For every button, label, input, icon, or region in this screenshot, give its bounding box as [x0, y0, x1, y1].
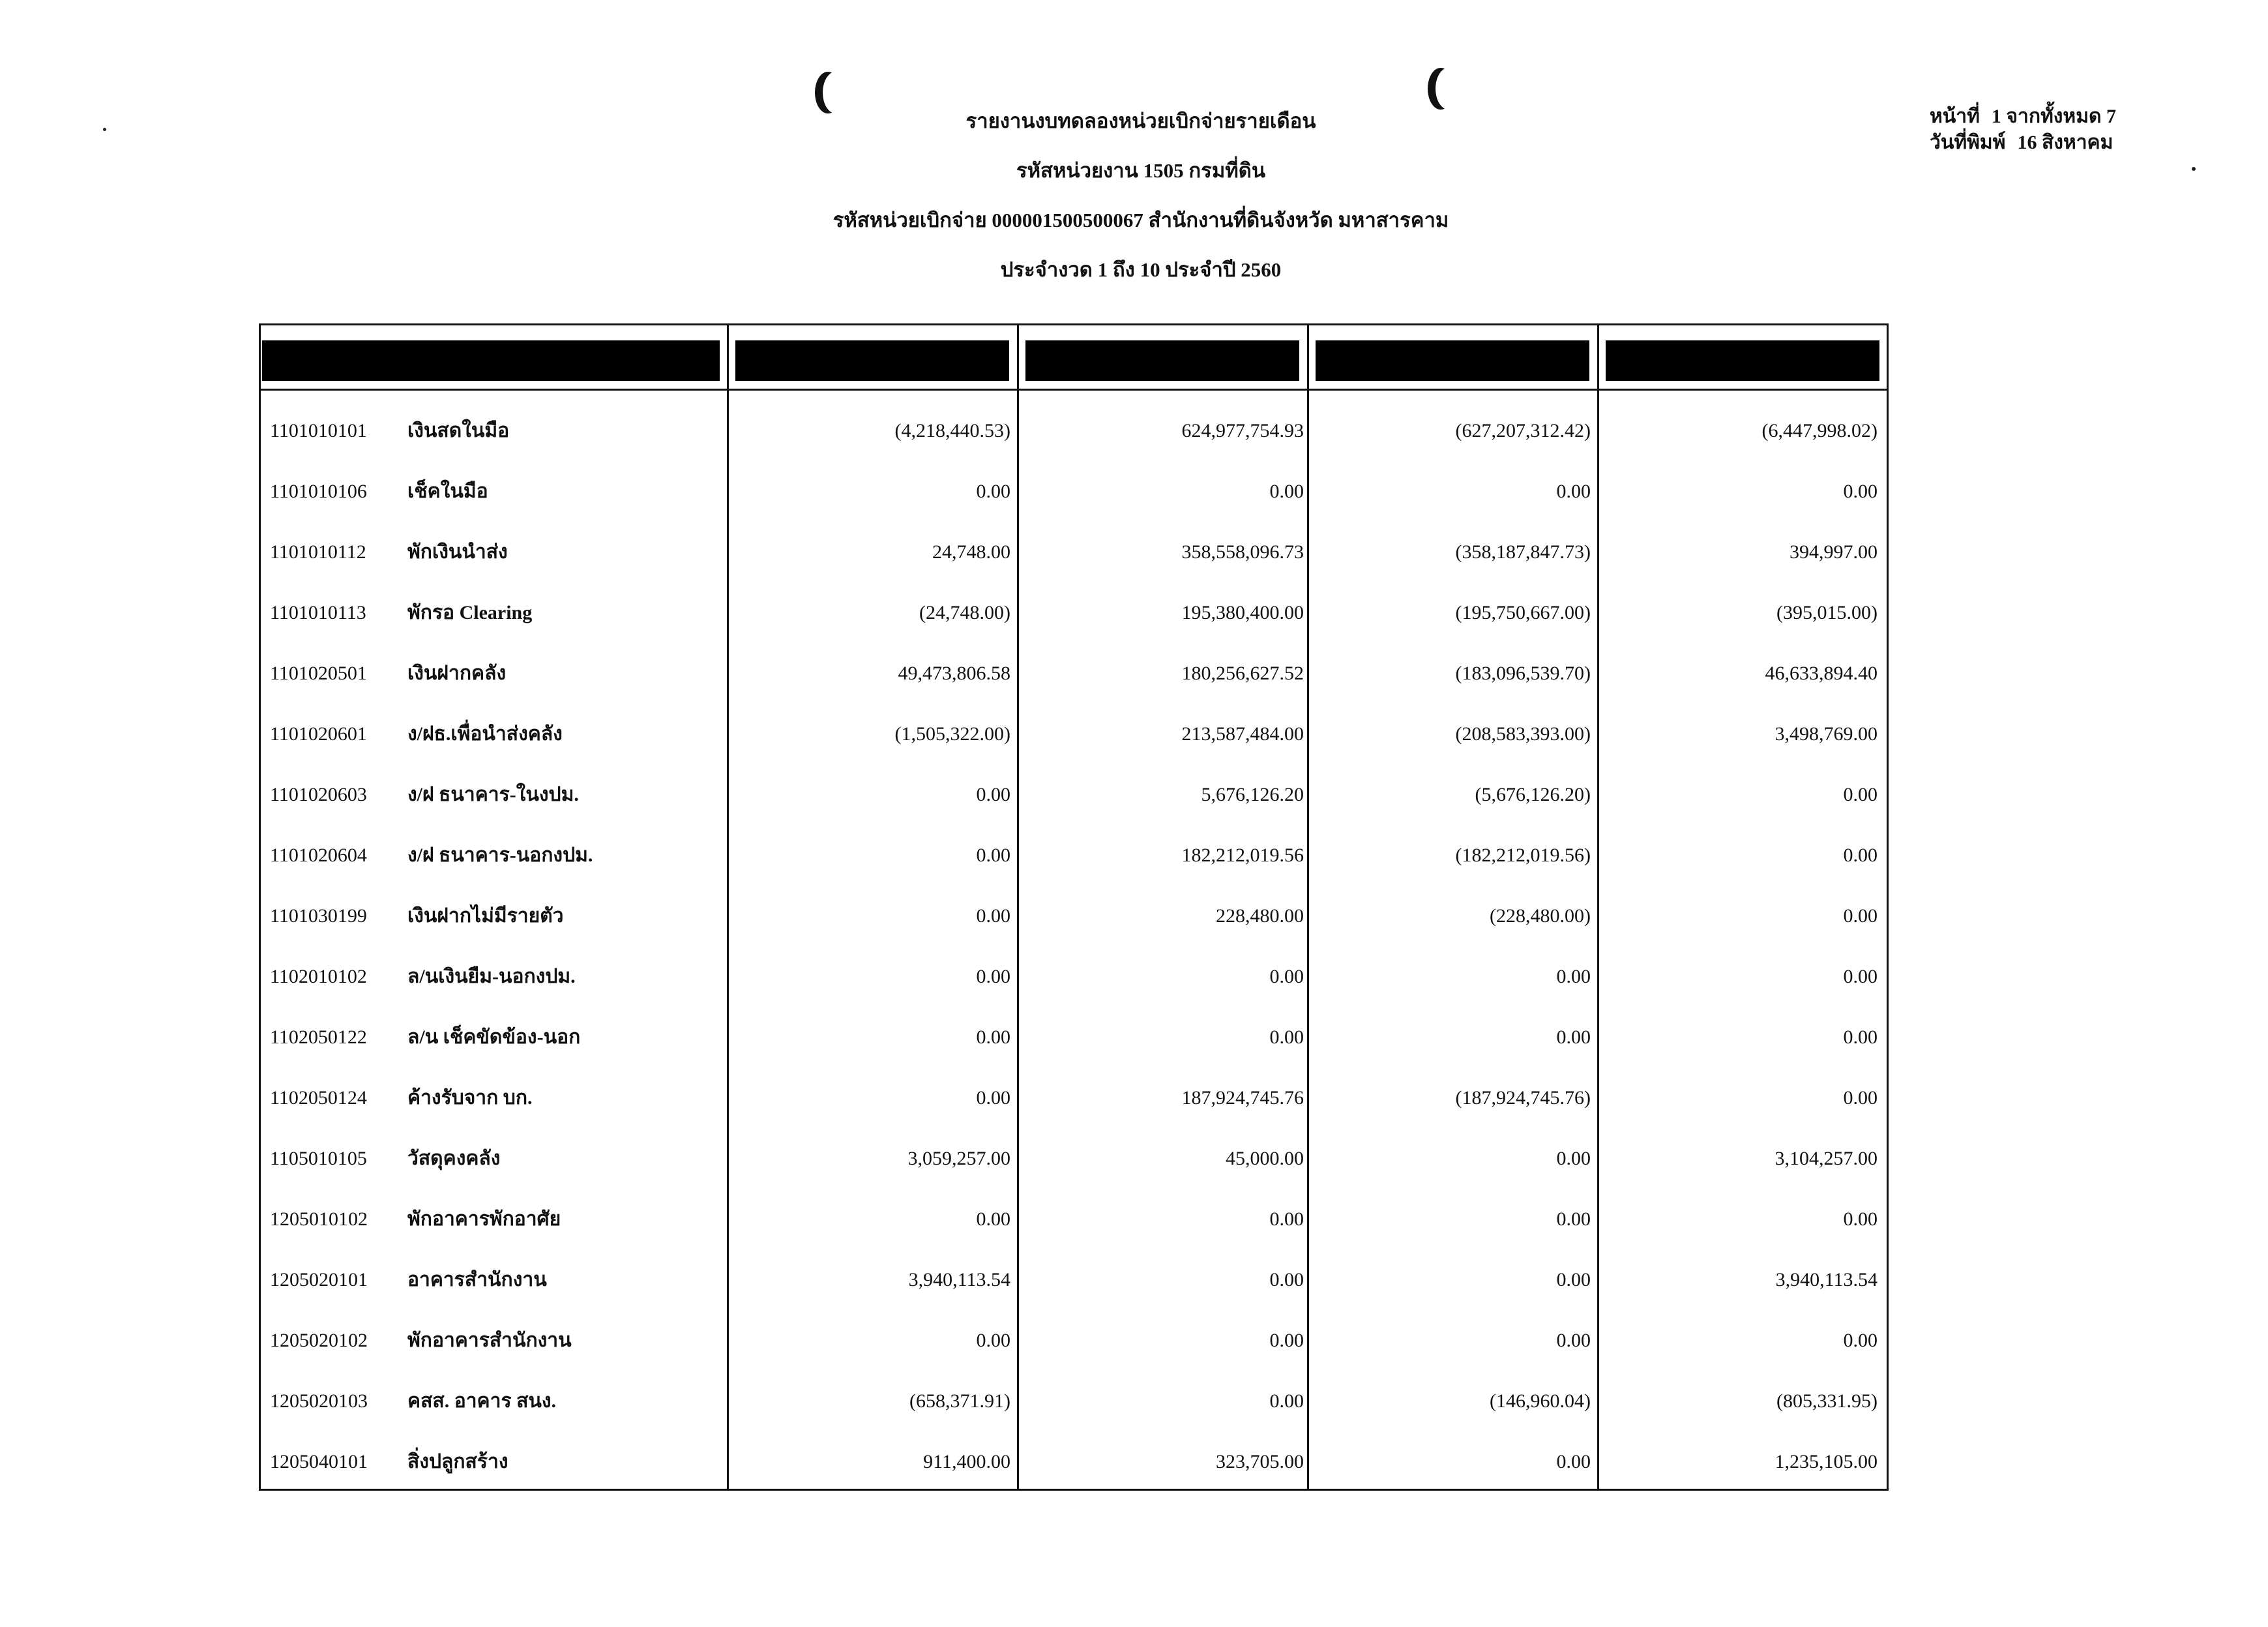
- account-name: พักอาคารพักอาศัย: [407, 1208, 561, 1230]
- opening-balance: 24,748.00: [932, 541, 1010, 563]
- credit-amount: 0.00: [1556, 1330, 1591, 1351]
- crescent-mark-left: [823, 72, 849, 113]
- table-row: [267, 1385, 1884, 1418]
- disbursing-unit-line: รหัสหน่วยเบิกจ่าย 000001500500067 สำนักงานที่ดินจังหวัด มหาสารคาม: [832, 209, 1449, 231]
- opening-balance: 911,400.00: [923, 1451, 1010, 1472]
- table-row: [267, 475, 1884, 508]
- account-code: 1101020601: [270, 723, 367, 745]
- credit-amount: 0.00: [1556, 481, 1591, 502]
- account-name: ล/น เช็คขัดข้อง-นอก: [407, 1026, 581, 1048]
- table-row: [267, 597, 1884, 629]
- table-row: [267, 1264, 1884, 1296]
- redacted-column-header: [1316, 340, 1589, 381]
- table-row: [267, 718, 1884, 751]
- debit-amount: 323,705.00: [1216, 1451, 1304, 1472]
- closing-balance: 0.00: [1843, 1026, 1878, 1048]
- table-row: [267, 1082, 1884, 1114]
- account-code: 1101030199: [270, 905, 367, 927]
- debit-amount: 5,676,126.20: [1201, 784, 1304, 805]
- credit-amount: (195,750,667.00): [1455, 602, 1591, 623]
- account-name: อาคารสำนักงาน: [407, 1269, 547, 1291]
- table-header-rule: [259, 389, 1889, 391]
- closing-balance: (395,015.00): [1776, 602, 1878, 623]
- debit-amount: 195,380,400.00: [1181, 602, 1304, 623]
- opening-balance: (4,218,440.53): [894, 420, 1010, 441]
- account-code: 1102010102: [270, 966, 367, 987]
- opening-balance: 49,473,806.58: [898, 663, 1010, 684]
- closing-balance: (6,447,998.02): [1761, 420, 1878, 441]
- credit-amount: (627,207,312.42): [1455, 420, 1591, 441]
- table-row: [267, 779, 1884, 811]
- redacted-column-header: [1025, 340, 1299, 381]
- redacted-column-header: [262, 340, 720, 381]
- page-number-label: หน้าที่: [1930, 106, 1980, 127]
- opening-balance: 0.00: [976, 844, 1010, 866]
- closing-balance: (805,331.95): [1776, 1390, 1878, 1412]
- opening-balance: 0.00: [976, 1330, 1010, 1351]
- report-title: รายงานงบทดลองหน่วยเบิกจ่ายรายเดือน: [965, 110, 1316, 132]
- account-name: เงินฝากไม่มีรายตัว: [407, 905, 564, 927]
- redacted-column-header: [735, 340, 1009, 381]
- debit-amount: 0.00: [1269, 1026, 1304, 1048]
- debit-amount: 45,000.00: [1226, 1148, 1304, 1169]
- credit-amount: (182,212,019.56): [1455, 844, 1591, 866]
- table-row: [267, 1203, 1884, 1236]
- account-name: ง/ฝ ธนาคาร-นอกงปม.: [407, 844, 593, 866]
- account-name: ง/ฝธ.เพื่อนำส่งคลัง: [407, 723, 563, 745]
- opening-balance: 0.00: [976, 1087, 1010, 1109]
- table-row: [267, 1142, 1884, 1175]
- closing-balance: 394,997.00: [1789, 541, 1878, 563]
- credit-amount: (183,096,539.70): [1455, 663, 1591, 684]
- table-row: [267, 536, 1884, 569]
- debit-amount: 0.00: [1269, 1330, 1304, 1351]
- account-name: ง/ฝ ธนาคาร-ในงปม.: [407, 784, 579, 805]
- closing-balance: 0.00: [1843, 1330, 1878, 1351]
- account-code: 1101020604: [270, 844, 367, 866]
- agency-code-line: รหัสหน่วยงาน 1505 กรมที่ดิน: [1016, 159, 1266, 182]
- closing-balance: 3,104,257.00: [1775, 1148, 1878, 1169]
- debit-amount: 0.00: [1269, 966, 1304, 987]
- credit-amount: (358,187,847.73): [1455, 541, 1591, 563]
- print-date: [1930, 130, 2113, 155]
- account-name: พักอาคารสำนักงาน: [407, 1330, 572, 1351]
- scan-speck: [2192, 167, 2196, 171]
- account-name: เงินสดในมือ: [407, 420, 510, 441]
- opening-balance: 0.00: [976, 905, 1010, 927]
- closing-balance: 0.00: [1843, 1087, 1878, 1109]
- credit-amount: 0.00: [1556, 1269, 1591, 1291]
- debit-amount: 228,480.00: [1216, 905, 1304, 927]
- table-row: [267, 1324, 1884, 1357]
- debit-amount: 624,977,754.93: [1181, 420, 1304, 441]
- account-name: คสส. อาคาร สนง.: [407, 1390, 557, 1412]
- account-code: 1102050122: [270, 1026, 367, 1048]
- table-row: [267, 415, 1884, 447]
- debit-amount: 213,587,484.00: [1181, 723, 1304, 745]
- debit-amount: 0.00: [1269, 1269, 1304, 1291]
- credit-amount: (187,924,745.76): [1455, 1087, 1591, 1109]
- debit-amount: 180,256,627.52: [1181, 663, 1304, 684]
- debit-amount: 182,212,019.56: [1181, 844, 1304, 866]
- account-code: 1102050124: [270, 1087, 367, 1109]
- opening-balance: (658,371.91): [909, 1390, 1010, 1412]
- account-name: พักเงินนำส่ง: [407, 541, 508, 563]
- credit-amount: 0.00: [1556, 1208, 1591, 1230]
- account-code: 1101010101: [270, 420, 367, 441]
- account-code: 1205020103: [270, 1390, 368, 1412]
- opening-balance: 3,940,113.54: [908, 1269, 1010, 1291]
- closing-balance: 1,235,105.00: [1775, 1451, 1878, 1472]
- page-number-value: 1 จากทั้งหมด 7: [1991, 106, 2116, 127]
- closing-balance: 46,633,894.40: [1765, 663, 1878, 684]
- closing-balance: 0.00: [1843, 844, 1878, 866]
- scan-speck: [103, 128, 106, 131]
- debit-amount: 0.00: [1269, 1208, 1304, 1230]
- table-row: [267, 1021, 1884, 1054]
- page-number: [1930, 104, 2116, 129]
- account-code: 1205040101: [270, 1451, 368, 1472]
- opening-balance: 0.00: [976, 784, 1010, 805]
- debit-amount: 0.00: [1269, 481, 1304, 502]
- closing-balance: 0.00: [1843, 481, 1878, 502]
- debit-amount: 0.00: [1269, 1390, 1304, 1412]
- account-code: 1101010106: [270, 481, 367, 502]
- account-name: สิ่งปลูกสร้าง: [407, 1451, 508, 1472]
- print-date-label: วันที่พิมพ์: [1930, 132, 2006, 153]
- account-name: เงินฝากคลัง: [407, 663, 507, 684]
- account-code: 1205020101: [270, 1269, 368, 1291]
- closing-balance: 0.00: [1843, 905, 1878, 927]
- credit-amount: (5,676,126.20): [1475, 784, 1591, 805]
- credit-amount: (208,583,393.00): [1455, 723, 1591, 745]
- closing-balance: 3,498,769.00: [1775, 723, 1878, 745]
- crescent-mark-right: [1436, 68, 1462, 110]
- redacted-column-header: [1606, 340, 1879, 381]
- credit-amount: (146,960.04): [1490, 1390, 1591, 1412]
- credit-amount: 0.00: [1556, 1451, 1591, 1472]
- opening-balance: 0.00: [976, 481, 1010, 502]
- account-name: ค้างรับจาก บก.: [407, 1087, 533, 1109]
- account-name: ล/นเงินยืม-นอกงปม.: [407, 966, 576, 987]
- account-code: 1101020603: [270, 784, 367, 805]
- account-name: วัสดุคงคลัง: [407, 1148, 501, 1169]
- account-code: 1101020501: [270, 663, 367, 684]
- print-date-value: 16 สิงหาคม: [2017, 132, 2113, 153]
- debit-amount: 358,558,096.73: [1181, 541, 1304, 563]
- table-row: [267, 839, 1884, 872]
- opening-balance: 3,059,257.00: [907, 1148, 1010, 1169]
- table-row: [267, 961, 1884, 993]
- table-row: [267, 900, 1884, 933]
- closing-balance: 0.00: [1843, 1208, 1878, 1230]
- closing-balance: 3,940,113.54: [1775, 1269, 1878, 1291]
- opening-balance: (1,505,322.00): [894, 723, 1010, 745]
- account-name: พักรอ Clearing: [407, 602, 533, 623]
- credit-amount: (228,480.00): [1490, 905, 1591, 927]
- debit-amount: 187,924,745.76: [1181, 1087, 1304, 1109]
- closing-balance: 0.00: [1843, 966, 1878, 987]
- credit-amount: 0.00: [1556, 1148, 1591, 1169]
- closing-balance: 0.00: [1843, 784, 1878, 805]
- opening-balance: 0.00: [976, 1208, 1010, 1230]
- report-period-line: ประจำงวด 1 ถึง 10 ประจำปี 2560: [1000, 258, 1282, 281]
- account-name: เช็คในมือ: [407, 481, 488, 502]
- credit-amount: 0.00: [1556, 966, 1591, 987]
- table-row: [267, 657, 1884, 690]
- account-code: 1205010102: [270, 1208, 368, 1230]
- credit-amount: 0.00: [1556, 1026, 1591, 1048]
- account-code: 1205020102: [270, 1330, 368, 1351]
- table-row: [267, 1446, 1884, 1478]
- opening-balance: 0.00: [976, 966, 1010, 987]
- opening-balance: (24,748.00): [919, 602, 1010, 623]
- opening-balance: 0.00: [976, 1026, 1010, 1048]
- account-code: 1101010113: [270, 602, 366, 623]
- account-code: 1101010112: [270, 541, 366, 563]
- account-code: 1105010105: [270, 1148, 367, 1169]
